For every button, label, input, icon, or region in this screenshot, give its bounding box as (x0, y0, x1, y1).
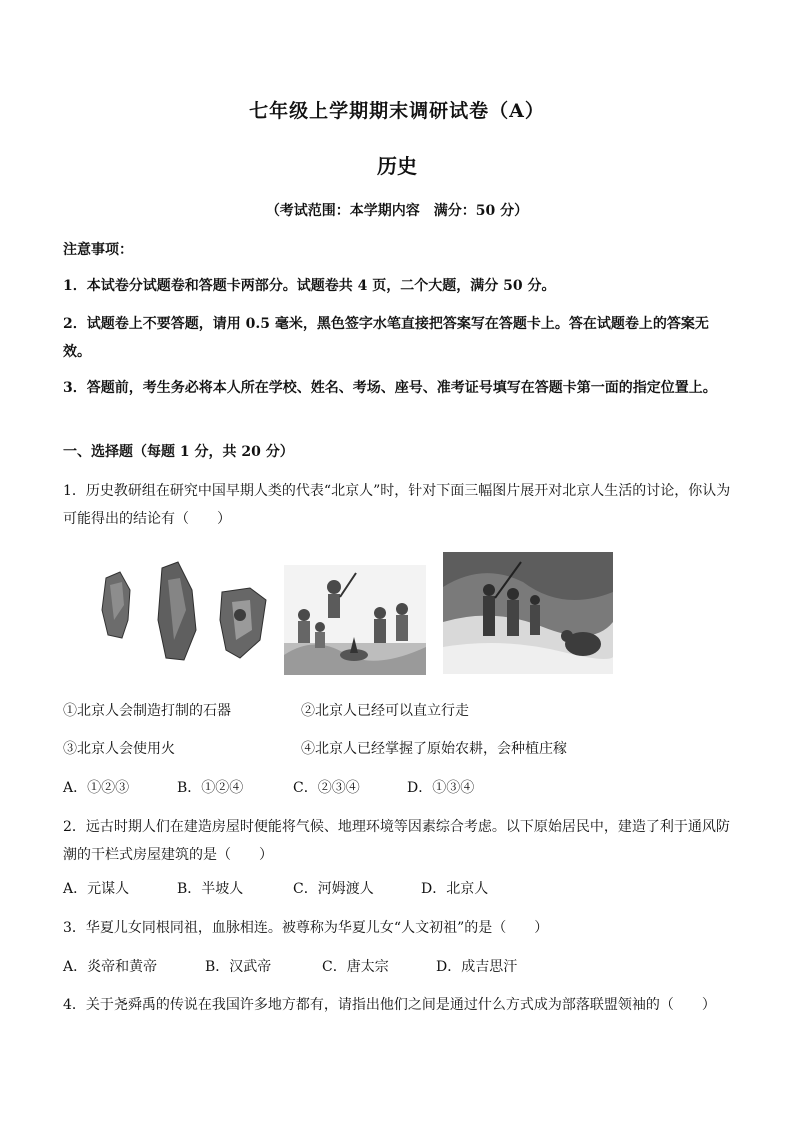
question-3-option-d[interactable]: D．成吉思汗 (436, 959, 518, 975)
question-1-statement-1: ①北京人会制造打制的石器 (63, 703, 231, 719)
question-4-stem: 4．关于尧舜禹的传说在我国许多地方都有，请指出他们之间是通过什么方式成为部落联盟领袖的（ ） (63, 997, 716, 1013)
question-1-statement-3: ③北京人会使用火 (63, 741, 175, 757)
question-1-statement-2: ②北京人已经可以直立行走 (301, 703, 469, 719)
exam-title: 七年级上学期期末调研试卷（A） (249, 100, 545, 122)
question-2-option-a[interactable]: A．元谋人 (63, 881, 130, 897)
notice-item-2: 2．试题卷上不要答题，请用 0.5 毫米，黑色签字水笔直接把答案写在答题卡上。答在试题卷上的答案无效。 (63, 316, 709, 360)
question-1-statement-4: ④北京人已经掌握了原始农耕，会种植庄稼 (301, 741, 567, 757)
question-2-stem: 2．远古时期人们在建造房屋时便能将气候、地理环境等因素综合考虑。以下原始居民中，建造了利于通风防潮的干栏式房屋建筑的是（ ） (63, 819, 730, 863)
question-1-stem: 1．历史教研组在研究中国早期人类的代表“北京人”时，针对下面三幅图片展开对北京人生活的讨论，你认为可能得出的结论有（ ） (63, 483, 731, 527)
question-3-stem: 3．华夏儿女同根同祖，血脉相连。被尊称为华夏儿女“人文初祖”的是（ ） (63, 920, 549, 936)
stone-tools-image (100, 560, 272, 665)
question-2-option-b[interactable]: B．半坡人 (177, 881, 244, 897)
question-1-option-c[interactable]: C．②③④ (293, 780, 360, 796)
subject-title: 历史 (377, 154, 417, 178)
notice-heading: 注意事项： (63, 242, 133, 258)
question-1-option-a[interactable]: A．①②③ (63, 780, 130, 796)
question-2-option-c[interactable]: C．河姆渡人 (293, 881, 374, 897)
section-heading: 一、选择题（每题 1 分，共 20 分） (63, 444, 294, 460)
question-1-option-d[interactable]: D．①③④ (407, 780, 475, 796)
question-3-option-b[interactable]: B．汉武帝 (205, 959, 272, 975)
question-2-option-d[interactable]: D．北京人 (421, 881, 489, 897)
notice-item-3: 3．答题前，考生务必将本人所在学校、姓名、考场、座号、准考证号填写在答题卡第一面的指定位置上。 (63, 380, 717, 396)
exam-scope: （考试范围：本学期内容 满分：50 分） (265, 203, 529, 219)
peking-man-hunting-scene-image (443, 552, 613, 674)
question-3-option-c[interactable]: C．唐太宗 (322, 959, 389, 975)
question-3-option-a[interactable]: A．炎帝和黄帝 (63, 959, 158, 975)
notice-item-1: 1．本试卷分试题卷和答题卡两部分。试题卷共 4 页，二个大题，满分 50 分。 (63, 278, 556, 294)
question-1-option-b[interactable]: B．①②④ (177, 780, 244, 796)
peking-man-life-scene-image (284, 565, 426, 675)
